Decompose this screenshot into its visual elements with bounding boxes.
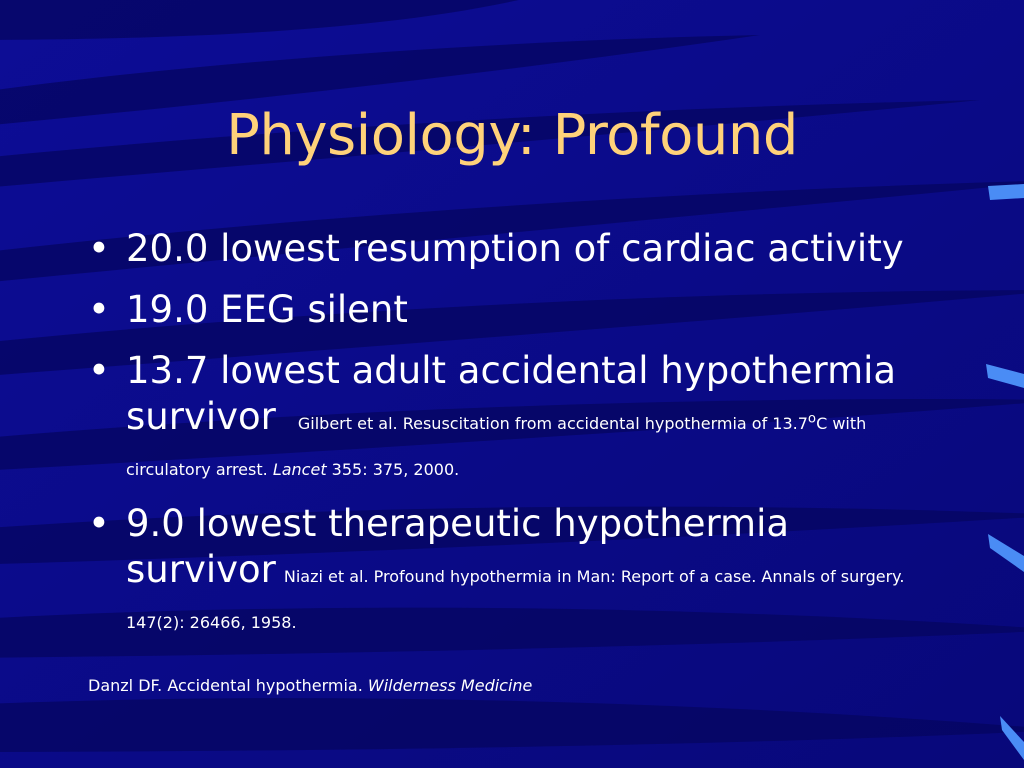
bullet-dot: • <box>88 349 110 392</box>
bullet-text: 13.7 lowest adult accidental hypothermia survivor <box>126 349 897 438</box>
bullet-list <box>88 226 948 654</box>
bullet-item <box>88 287 948 333</box>
bullet-dot: • <box>88 227 110 270</box>
citation-journal: Lancet <box>272 460 327 479</box>
degree-superscript: o <box>807 411 817 427</box>
footer-text: Danzl DF. Accidental hypothermia. <box>88 676 368 695</box>
bullet-text: 20.0 lowest resumption of cardiac activity <box>126 227 904 270</box>
bullet-item <box>88 226 948 272</box>
citation-text: Gilbert et al. Resuscitation from accidental hypothermia of 13.7 <box>297 414 808 433</box>
bullet-item <box>88 348 948 486</box>
bullet-dot: • <box>88 502 110 545</box>
citation-reference: 355: 375, 2000. <box>326 460 460 479</box>
bullet-text: 19.0 EEG silent <box>126 288 408 331</box>
bullet-item <box>88 501 948 639</box>
citation-text-continued: C with circulatory arrest. <box>126 414 867 479</box>
citation: Niazi et al. Profound hypothermia in Man: Report of a case. Annals of surgery. 147(2): 26466, 1958. <box>126 567 905 632</box>
footer-source: Wilderness Medicine <box>367 676 533 695</box>
bullet-text: 9.0 lowest therapeutic hypothermia survivor <box>126 502 790 591</box>
slide-title: Physiology: Profound <box>226 103 798 168</box>
bullet-dot: • <box>88 288 110 331</box>
footer-reference <box>88 676 532 696</box>
